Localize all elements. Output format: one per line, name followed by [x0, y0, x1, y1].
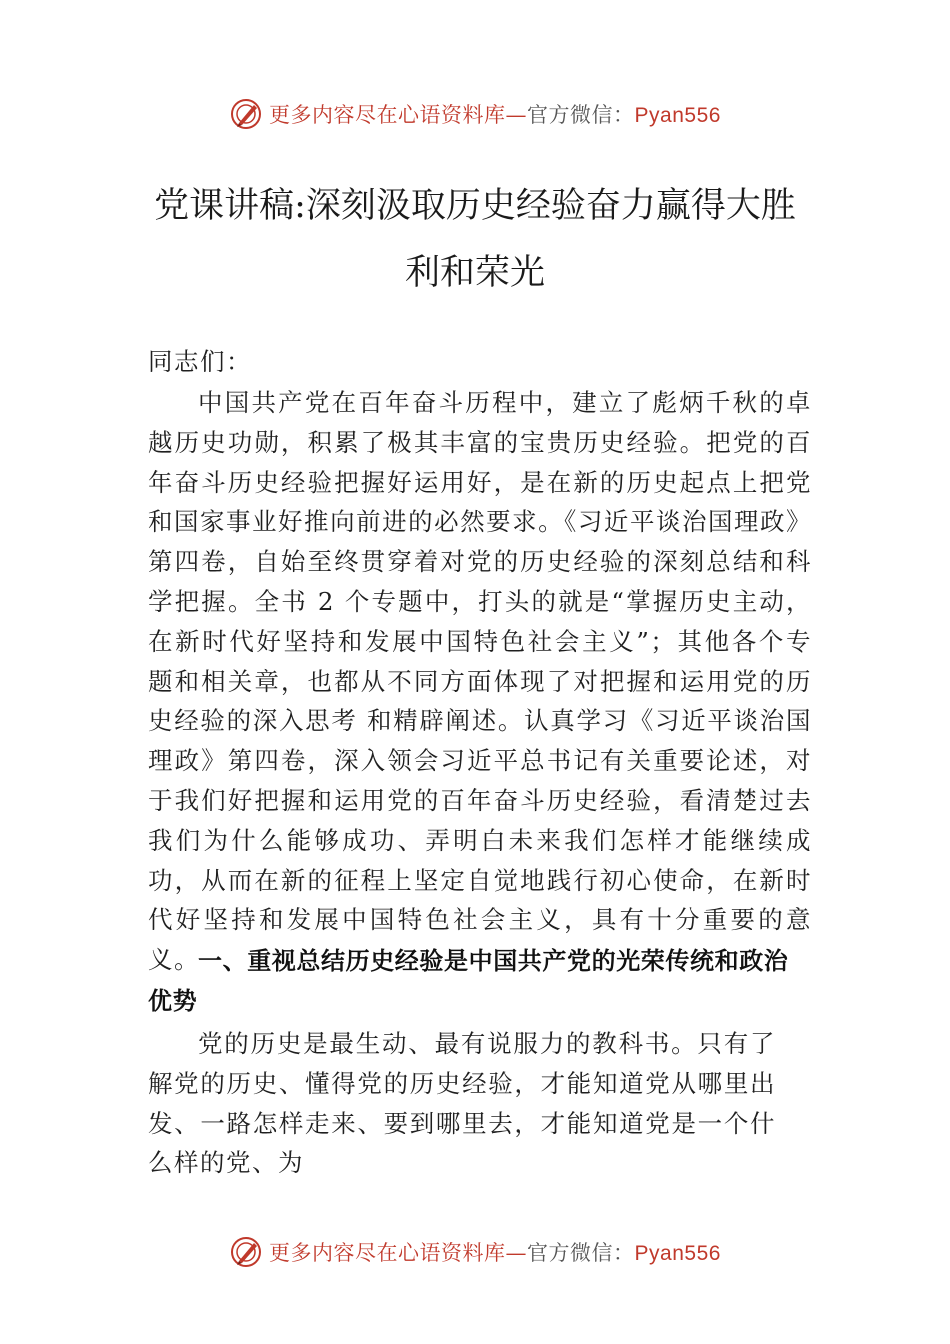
footer-official-label: 官方微信： — [527, 1241, 635, 1265]
body-paragraph-2: 党的历史是最生动、最有说服力的教科书。只有了解党的历史、懂得党的历史经验，才能知道党从哪里出发、一路怎样走来、要到哪里去，才能知道党是一个什么样的党、为 — [148, 1029, 776, 1178]
header-official-label: 官方微信： — [527, 103, 635, 127]
header-banner — [0, 94, 950, 134]
pen-logo-icon — [229, 1235, 263, 1269]
header-wechat-id: Pyan556 — [634, 104, 721, 127]
footer-promo-text — [269, 1237, 721, 1267]
footer-wechat-id: Pyan556 — [634, 1242, 721, 1265]
body-paragraph-1: 中国共产党在百年奋斗历程中，建立了彪炳千秋的卓越历史功勋，积累了极其丰富的宝贵历史经验。把党的百年奋斗历史经验把握好运用好，是在新的历史起点上把党和国家事业好推向前进的必然要求。《习近平谈治国理政》第四卷，自始至终贯穿着对党的历史经验的深刻总结和科学把握。全书 2 个专题中，打头的就是“掌握历史主动，在新时代好坚持和发展中国特色社会主义”；其他各个专题和相关章，也都从不同方面体现了对把握和运用党的历史经验的深入思考 和精辟阐述。认真学习《习近平谈治国理政》第四卷，深入领会习近平总书记有关重要论述，对于我们好把握和运用党的百年奋斗历史经验，看清楚过去我们为什么能够成功、弄明白未来我们怎样才能继续成功，从而在新的征程上坚定自觉地践行初心使命，在新时代好坚持和发展中国特色社会主义，具有十分重要的意义。 — [148, 388, 812, 975]
document-title-line1: 党课讲稿:深刻汲取历史经验奋力赢得大胜 — [154, 186, 796, 226]
salutation: 同志们： — [148, 347, 252, 376]
footer-banner — [0, 1232, 950, 1272]
section-heading-1: 一、重视总结历史经验是中国共产党的光荣传统和政治优势 — [148, 947, 789, 1015]
header-dash: — — [505, 103, 528, 127]
pen-logo-icon — [229, 97, 263, 131]
footer-dash: — — [505, 1241, 528, 1265]
header-promo-text — [269, 99, 721, 129]
footer-brand-text: 更多内容尽在心语资料库 — [269, 1241, 506, 1265]
document-title-line2: 利和荣光 — [404, 253, 545, 293]
header-brand-text: 更多内容尽在心语资料库 — [269, 103, 506, 127]
